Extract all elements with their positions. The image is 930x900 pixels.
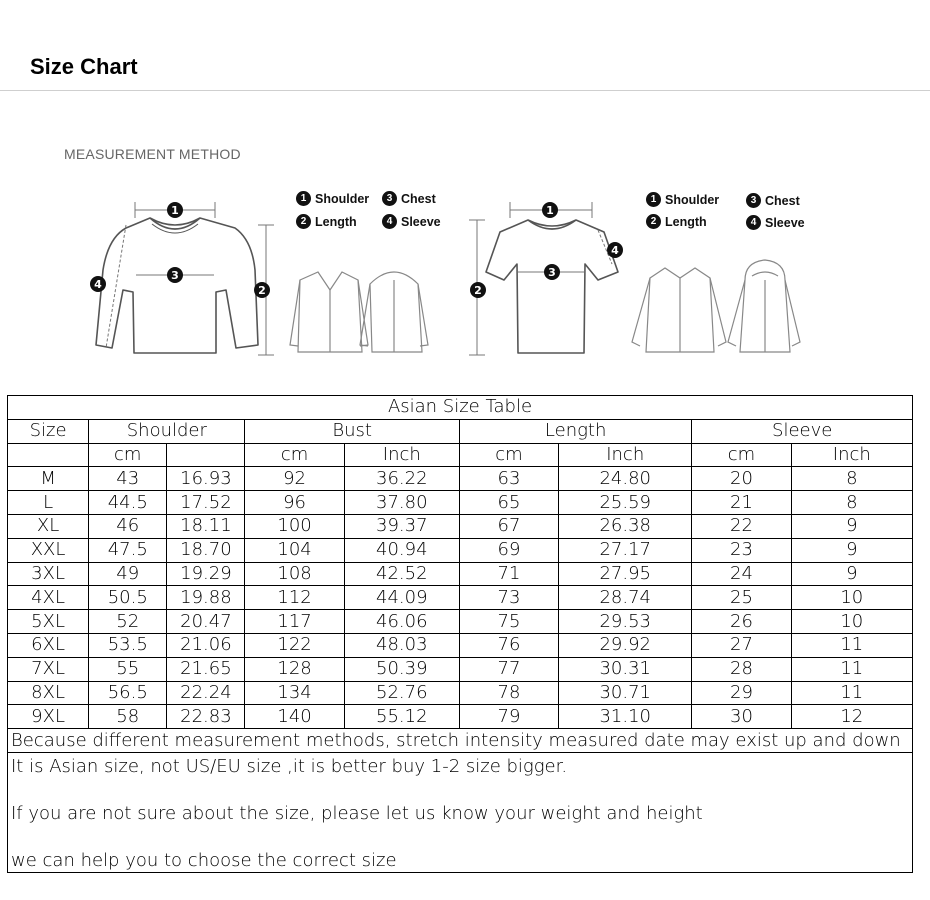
- marker-2-text: 2: [258, 284, 266, 297]
- table-row: 9XL 58 22.83 140 55.12 79 31.10 30 12: [8, 705, 913, 729]
- marker-3-text: 3: [548, 266, 556, 279]
- sweatshirt-icon: [96, 218, 258, 353]
- number-2-icon: 2: [646, 214, 661, 229]
- tshirt-icon: [486, 220, 618, 353]
- marker-4-text: 4: [611, 244, 619, 257]
- unit-header: cm: [89, 443, 167, 467]
- marker-3-text: 3: [171, 269, 179, 282]
- size-notes: [8, 752, 913, 872]
- note-weight-height: If you are not sure about the size, please let us know your weight and height: [11, 802, 703, 824]
- unit-header: cm: [245, 443, 344, 467]
- table-row: L 44.5 17.52 96 37.80 65 25.59 21 8: [8, 491, 913, 515]
- unit-header: Inch: [344, 443, 459, 467]
- table-row: 6XL 53.5 21.06 122 48.03 76 29.92 27 11: [8, 633, 913, 657]
- table-row: 8XL 56.5 22.24 134 52.76 78 30.71 29 11: [8, 681, 913, 705]
- measurement-illustration: [0, 180, 930, 370]
- header-sleeve: Sleeve: [692, 419, 913, 443]
- number-3-icon: 3: [746, 193, 761, 208]
- note-help: we can help you to choose the correct size: [11, 849, 397, 871]
- header-shoulder: Shoulder: [89, 419, 245, 443]
- table-row: XXL 47.5 18.70 104 40.94 69 27.17 23 9: [8, 538, 913, 562]
- table-row: M 43 16.93 92 36.22 63 24.80 20 8: [8, 467, 913, 491]
- unit-header-blank: [8, 443, 89, 467]
- shirt-hoodie-icons: [632, 260, 800, 352]
- header-size: Size: [8, 419, 89, 443]
- number-4-icon: 4: [382, 214, 397, 229]
- unit-header: cm: [692, 443, 791, 467]
- marker-2-text: 2: [474, 284, 482, 297]
- measurement-method-label: MEASUREMENT METHOD: [64, 146, 241, 162]
- header-length: Length: [459, 419, 691, 443]
- note-asian-size: It is Asian size, not US/EU size ,it is better buy 1-2 size bigger.: [11, 755, 568, 777]
- unit-header: Inch: [559, 443, 692, 467]
- number-2-icon: 2: [296, 214, 311, 229]
- title-divider: [0, 90, 930, 91]
- unit-header: Inch: [791, 443, 912, 467]
- unit-header: [167, 443, 245, 467]
- number-1-icon: 1: [296, 191, 311, 206]
- table-row: XL 46 18.11 100 39.37 67 26.38 22 9: [8, 514, 913, 538]
- table-row: 5XL 52 20.47 117 46.06 75 29.53 26 10: [8, 610, 913, 634]
- header-bust: Bust: [245, 419, 459, 443]
- disclaimer-text: Because different measurement methods, stretch intensity measured date may exist up and down: [8, 729, 913, 753]
- number-4-icon: 4: [746, 215, 761, 230]
- marker-1-text: 1: [546, 204, 554, 217]
- unit-header: cm: [459, 443, 558, 467]
- asian-size-table: [7, 395, 913, 873]
- table-title: Asian Size Table: [8, 396, 913, 420]
- page-title: Size Chart: [30, 54, 138, 79]
- marker-4-text: 4: [94, 278, 102, 291]
- table-row: 4XL 50.5 19.88 112 44.09 73 28.74 25 10: [8, 586, 913, 610]
- jacket-icons: [290, 272, 428, 352]
- number-1-icon: 1: [646, 192, 661, 207]
- table-row: 7XL 55 21.65 128 50.39 77 30.31 28 11: [8, 657, 913, 681]
- number-3-icon: 3: [382, 191, 397, 206]
- marker-1-text: 1: [171, 204, 179, 217]
- table-row: 3XL 49 19.29 108 42.52 71 27.95 24 9: [8, 562, 913, 586]
